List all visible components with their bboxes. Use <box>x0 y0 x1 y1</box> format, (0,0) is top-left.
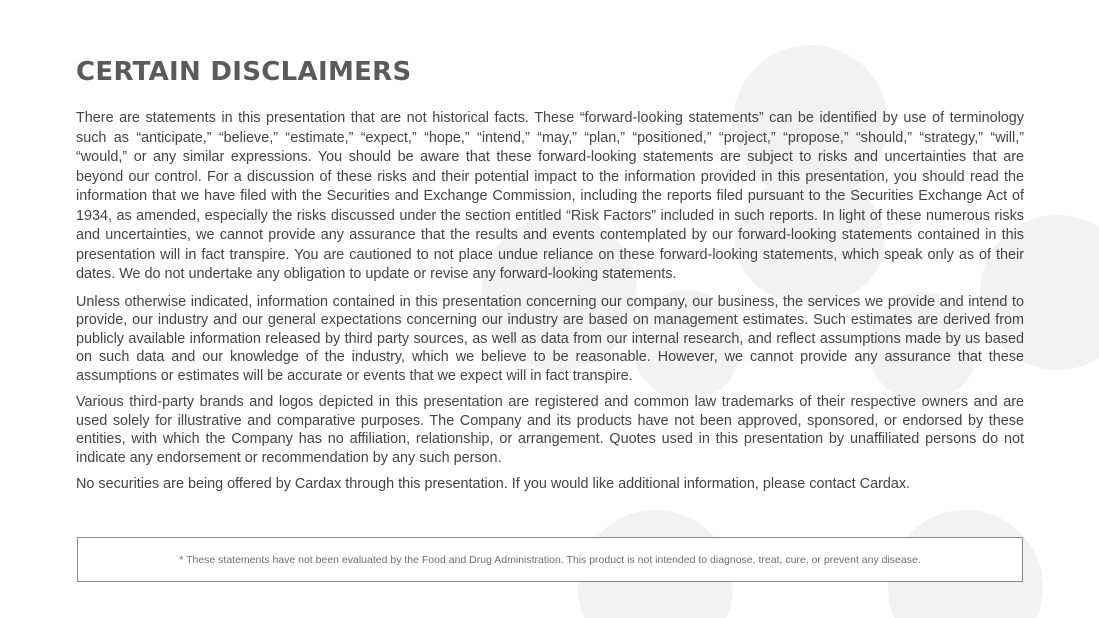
disclaimer-content <box>76 55 1024 503</box>
page-title: CERTAIN DISCLAIMERS <box>76 57 412 87</box>
paragraph-forward-looking: There are statements in this presentation that are not historical facts. These “forward-looking statements” can be identified by use of terminology such as “anticipate,” “believe,” “estimate,” “expect,” “hope,” “intend,” “may,” “plan,” “positioned,” “project,” “propose,” “should,” “strategy,” “will,” “would,” or any similar expressions. You should be aware that these forward-looking statements are subject to risks and uncertainties that are beyond our control. For a discussion of these risks and their potential impact to the information provided in this presentation, you should read the information that we have filed with the Securities and Exchange Commission, including the reports filed pursuant to the Securities Exchange Act of 1934, as amended, especially the risks discussed under the section entitled “Risk Factors” included in such reports. In light of these numerous risks and uncertainties, we cannot provide any assurance that the results and events contemplated by our forward-looking statements contained in this presentation will in fact transpire. You are cautioned to not place undue reliance on these forward-looking statements, which speak only as of their dates. We do not undertake any obligation to update or revise any forward-looking statements. <box>76 110 1024 282</box>
paragraph-no-securities: No securities are being offered by Cardax through this presentation. If you would like additional information, please contact Cardax. <box>76 476 911 492</box>
fda-disclaimer-box <box>77 537 1023 582</box>
fda-disclaimer-text: * These statements have not been evaluated by the Food and Drug Administration. This product is not intended to diagnose, treat, cure, or prevent any disease. <box>179 553 921 566</box>
paragraph-industry-data: Unless otherwise indicated, information contained in this presentation concerning our company, our business, the services we provide and intend to provide, our industry and our general expectations concerning our industry are based on management estimates. Such estimates are derived from publicly available information released by third party sources, as well as data from our internal research, and reflect assumptions made by us based on such data and our knowledge of the industry, which we believe to be reasonable. However, we cannot provide any assurance that these assumptions or estimates will be accurate or events that we expect will in fact transpire. <box>76 293 1024 384</box>
paragraph-trademarks: Various third-party brands and logos depicted in this presentation are registered and common law trademarks of their respective owners and are used solely for illustrative and comparative purposes. The Company and its products have not been approved, sponsored, or endorsed by these entities, with which the Company has no affiliation, relationship, or arrangement. Quotes used in this presentation by unaffiliated persons do not indicate any endorsement or recommendation by any such person. <box>76 394 1024 466</box>
